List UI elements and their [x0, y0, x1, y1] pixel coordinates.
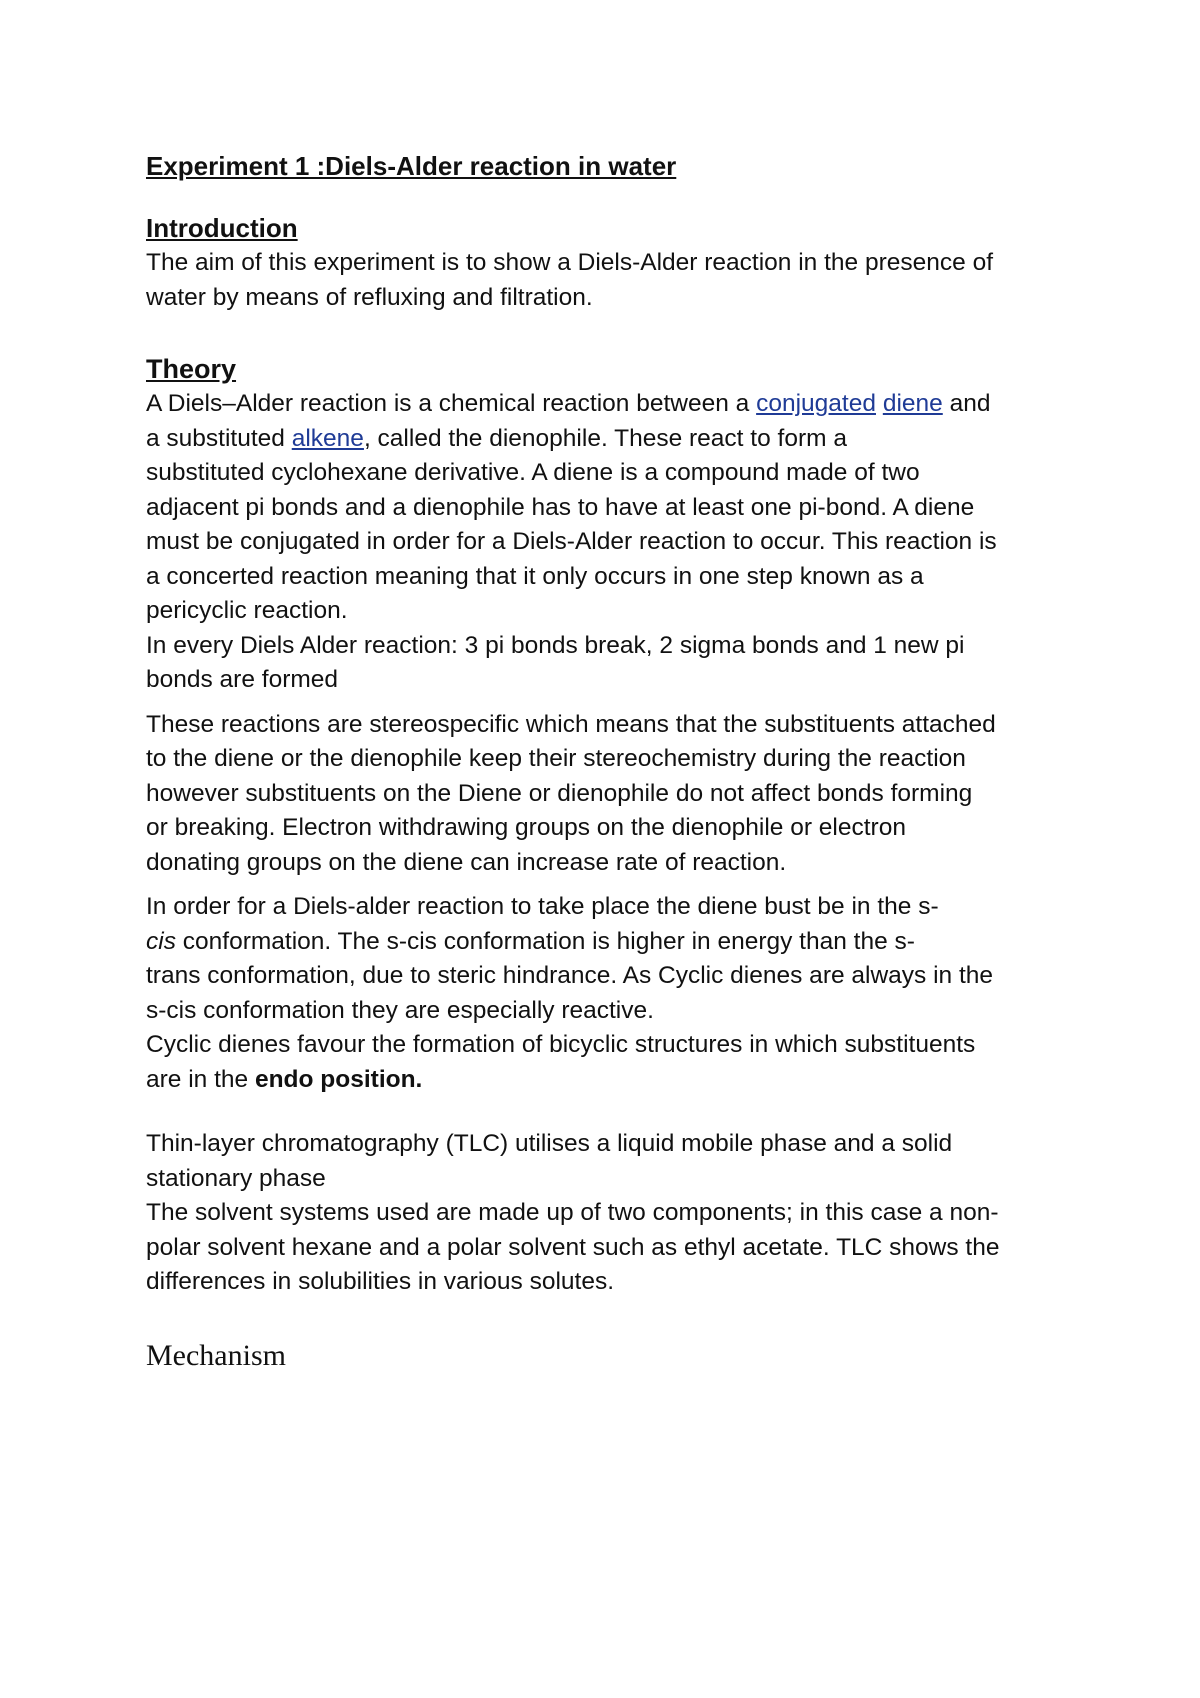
theory-p1-line: must be conjugated in order for a Diels-Alder reaction to occur. This reaction is — [146, 528, 997, 555]
theory-p4-line: differences in solubilities in various solutes. — [146, 1268, 615, 1295]
theory-p1-line: bonds are formed — [146, 666, 339, 693]
document-content — [146, 146, 1076, 1376]
introduction-heading: Introduction — [146, 213, 298, 243]
intro-line: water by means of refluxing and filtration. — [146, 283, 593, 311]
document-title: Experiment 1 :Diels-Alder reaction in water — [146, 151, 677, 181]
intro-line: The aim of this experiment is to show a Diels-Alder reaction in the presence of — [146, 249, 994, 276]
text-run: and — [942, 390, 991, 417]
theory-p1-line: pericyclic reaction. — [146, 597, 348, 624]
text-run: A Diels–Alder reaction is a chemical reaction between a — [146, 390, 757, 417]
theory-p1-line — [146, 422, 1076, 457]
text-run: conformation. The s-cis conformation is higher in energy than the s- — [175, 927, 915, 955]
theory-p2-line: donating groups on the diene can increase rate of reaction. — [146, 848, 787, 876]
theory-p3-line: trans conformation, due to steric hindrance. As Cyclic dienes are always in the — [146, 962, 994, 989]
link-diene[interactable]: diene — [882, 390, 943, 417]
text-run-bold: endo position. — [254, 1065, 423, 1093]
mechanism-heading: Mechanism — [146, 1338, 286, 1372]
theory-p4-line: The solvent systems used are made up of two components; in this case a non- — [146, 1199, 999, 1226]
theory-p3-line — [146, 925, 1076, 960]
theory-p3-line — [146, 1063, 1076, 1098]
theory-p2-line: however substituents on the Diene or dienophile do not affect bonds forming — [146, 779, 973, 807]
theory-p4-line: polar solvent hexane and a polar solvent such as ethyl acetate. TLC shows the — [146, 1233, 1000, 1261]
theory-p3-line: s-cis conformation they are especially reactive. — [146, 996, 654, 1024]
theory-heading: Theory — [146, 354, 237, 384]
theory-p3-line: In order for a Diels-alder reaction to take place the diene bust be in the s- — [146, 893, 939, 920]
link-conjugated[interactable]: conjugated — [756, 390, 876, 417]
text-run: are in the — [146, 1065, 255, 1093]
theory-p1-line: substituted cyclohexane derivative. A diene is a compound made of two — [146, 459, 920, 486]
theory-p2-line: to the diene or the dienophile keep their stereochemistry during the reaction — [146, 745, 966, 772]
text-run — [876, 390, 883, 417]
text-run: , called the dienophile. These react to form a — [363, 424, 847, 452]
theory-p1-line: a concerted reaction meaning that it only occurs in one step known as a — [146, 562, 924, 590]
theory-p4-line: Thin-layer chromatography (TLC) utilises a liquid mobile phase and a solid — [146, 1130, 953, 1157]
theory-p3-line: Cyclic dienes favour the formation of bicyclic structures in which substituents — [146, 1031, 976, 1058]
theory-p2-line: These reactions are stereospecific which means that the substituents attached — [146, 710, 996, 738]
theory-p1-line: In every Diels Alder reaction: 3 pi bonds break, 2 sigma bonds and 1 new pi — [146, 631, 965, 659]
theory-p2-line: or breaking. Electron withdrawing groups on the dienophile or electron — [146, 814, 906, 841]
theory-p1-line — [146, 387, 1076, 422]
text-run: a substituted — [146, 424, 292, 452]
text-run-italic: cis — [146, 927, 176, 955]
link-alkene[interactable]: alkene — [291, 424, 364, 452]
theory-p4-line: stationary phase — [146, 1164, 326, 1192]
theory-p1-line: adjacent pi bonds and a dienophile has to have at least one pi-bond. A diene — [146, 493, 975, 521]
